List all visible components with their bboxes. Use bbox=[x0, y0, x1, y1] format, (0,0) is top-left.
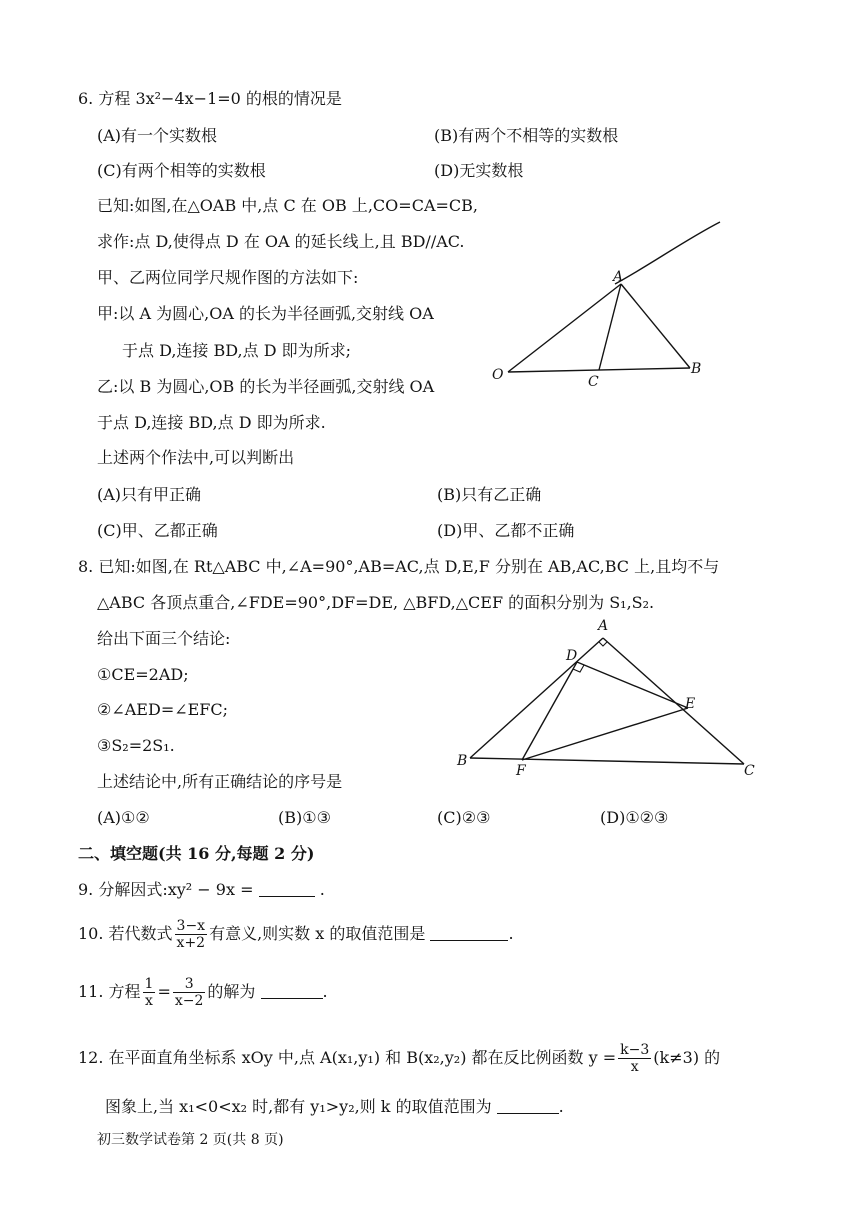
q11 bbox=[78, 976, 328, 1009]
q7-line-7: 于点 D,连接 BD,点 D 即为所求. bbox=[97, 413, 326, 432]
q12-numerator: k−3 bbox=[620, 1042, 650, 1058]
q9 bbox=[78, 880, 325, 899]
q7-option-d: (D)甲、乙都不正确 bbox=[437, 521, 575, 540]
q8-label-f: F bbox=[516, 763, 526, 779]
q8-line-7: 上述结论中,所有正确结论的序号是 bbox=[97, 772, 343, 791]
q7-line-8: 上述两个作法中,可以判断出 bbox=[97, 448, 295, 467]
q11-numerator-right: 3 bbox=[173, 976, 206, 993]
q6-option-a: (A)有一个实数根 bbox=[97, 126, 218, 145]
q11-pre: 11. 方程 bbox=[78, 982, 141, 1002]
q7-segment-ac bbox=[599, 284, 621, 370]
q11-denominator-right: x−2 bbox=[174, 993, 204, 1010]
q7-option-a: (A)只有甲正确 bbox=[97, 485, 202, 504]
q9-answer-blank bbox=[259, 882, 315, 897]
q12-line-1 bbox=[78, 1042, 720, 1075]
q7-segment-oa bbox=[508, 284, 621, 372]
q7-line-2: 求作:点 D,使得点 D 在 OA 的延长线上,且 BD//AC. bbox=[97, 232, 465, 251]
q8-segment-bc bbox=[470, 758, 744, 764]
q8-segment-de bbox=[577, 662, 688, 708]
q12-end: . bbox=[558, 1097, 564, 1116]
q12-fraction bbox=[618, 1042, 651, 1075]
q7-figure bbox=[480, 210, 730, 395]
q8-segment-ab bbox=[470, 638, 603, 758]
q12-post: (k≠3) 的 bbox=[653, 1048, 721, 1068]
q10-pre: 10. 若代数式 bbox=[78, 924, 173, 944]
q7-label-a: A bbox=[613, 269, 624, 285]
q7-option-b: (B)只有乙正确 bbox=[437, 485, 542, 504]
q8-option-a: (A)①② bbox=[97, 808, 150, 827]
q8-label-c: C bbox=[744, 763, 755, 779]
q8-line-6: ③S₂=2S₁. bbox=[97, 736, 175, 755]
q8-label-e: E bbox=[685, 696, 696, 712]
q11-end: . bbox=[322, 982, 328, 1002]
q7-label-o: O bbox=[492, 367, 504, 383]
q6-stem: 6. 方程 3x²−4x−1=0 的根的情况是 bbox=[78, 89, 342, 108]
section-heading: 二、填空题(共 16 分,每题 2 分) bbox=[78, 844, 315, 863]
q8-option-d: (D)①②③ bbox=[600, 808, 669, 827]
q7-line-1: 已知:如图,在△OAB 中,点 C 在 OB 上,CO=CA=CB, bbox=[97, 196, 478, 215]
q7-segment-ab bbox=[621, 284, 690, 368]
q12-pre: 12. 在平面直角坐标系 xOy 中,点 A(x₁,y₁) 和 B(x₂,y₂) 都在反比例函数 y = bbox=[78, 1048, 617, 1068]
q11-numerator-left: 1 bbox=[144, 976, 154, 992]
q11-post: 的解为 bbox=[207, 982, 256, 1002]
q9-end: . bbox=[319, 880, 325, 899]
q7-arc bbox=[615, 222, 720, 284]
q7-line-5: 于点 D,连接 BD,点 D 即为所求; bbox=[122, 341, 352, 360]
q11-equals: = bbox=[157, 982, 171, 1002]
q12-line-2 bbox=[105, 1097, 564, 1116]
q10-denominator: x+2 bbox=[176, 935, 206, 952]
q11-denominator-left: x bbox=[145, 993, 153, 1010]
q8-segment-ac bbox=[603, 638, 744, 764]
q6-option-d: (D)无实数根 bbox=[434, 161, 524, 180]
q10-end: . bbox=[508, 924, 514, 944]
q7-label-c: C bbox=[588, 374, 599, 390]
q11-answer-blank bbox=[261, 984, 323, 999]
q8-line-2: △ABC 各顶点重合,∠FDE=90°,DF=DE, △BFD,△CEF 的面积分别为 S₁,S₂. bbox=[97, 593, 655, 612]
q7-line-6: 乙:以 B 为圆心,OB 的长为半径画弧,交射线 OA bbox=[97, 377, 435, 396]
q11-fraction-left bbox=[143, 976, 156, 1009]
q8-option-b: (B)①③ bbox=[278, 808, 331, 827]
q8-line-3: 给出下面三个结论: bbox=[97, 629, 231, 648]
q7-line-3: 甲、乙两位同学尺规作图的方法如下: bbox=[97, 268, 359, 287]
q10-post: 有意义,则实数 x 的取值范围是 bbox=[209, 924, 426, 944]
q8-line-4: ①CE=2AD; bbox=[97, 665, 189, 684]
q8-label-a: A bbox=[598, 618, 609, 634]
q9-text: 9. 分解因式:xy² − 9x = bbox=[78, 880, 254, 899]
q10-numerator: 3−x bbox=[176, 918, 206, 934]
q11-fraction-right bbox=[173, 976, 206, 1009]
q8-label-d: D bbox=[566, 648, 578, 664]
q8-option-c: (C)②③ bbox=[437, 808, 491, 827]
q10-answer-blank bbox=[430, 926, 508, 941]
q12-answer-blank bbox=[497, 1099, 559, 1114]
q7-line-4: 甲:以 A 为圆心,OA 的长为半径画弧,交射线 OA bbox=[97, 304, 434, 323]
q6-option-c: (C)有两个相等的实数根 bbox=[97, 161, 266, 180]
q7-label-b: B bbox=[691, 361, 702, 377]
q8-line-1: 8. 已知:如图,在 Rt△ABC 中,∠A=90°,AB=AC,点 D,E,F 分别在 AB,AC,BC 上,且均不与 bbox=[78, 557, 720, 576]
q12-denominator: x bbox=[630, 1059, 639, 1076]
q8-label-b: B bbox=[457, 753, 468, 769]
q10 bbox=[78, 918, 514, 951]
q8-figure bbox=[450, 612, 770, 782]
q8-right-angle-a bbox=[599, 642, 607, 646]
q8-line-5: ②∠AED=∠EFC; bbox=[97, 700, 229, 719]
q12-line-2-text: 图象上,当 x₁<0<x₂ 时,都有 y₁>y₂,则 k 的取值范围为 bbox=[105, 1097, 492, 1116]
q10-fraction bbox=[175, 918, 208, 951]
q6-option-b: (B)有两个不相等的实数根 bbox=[434, 126, 619, 145]
page-footer: 初三数学试卷第 2 页(共 8 页) bbox=[97, 1132, 284, 1148]
q7-option-c: (C)甲、乙都正确 bbox=[97, 521, 218, 540]
